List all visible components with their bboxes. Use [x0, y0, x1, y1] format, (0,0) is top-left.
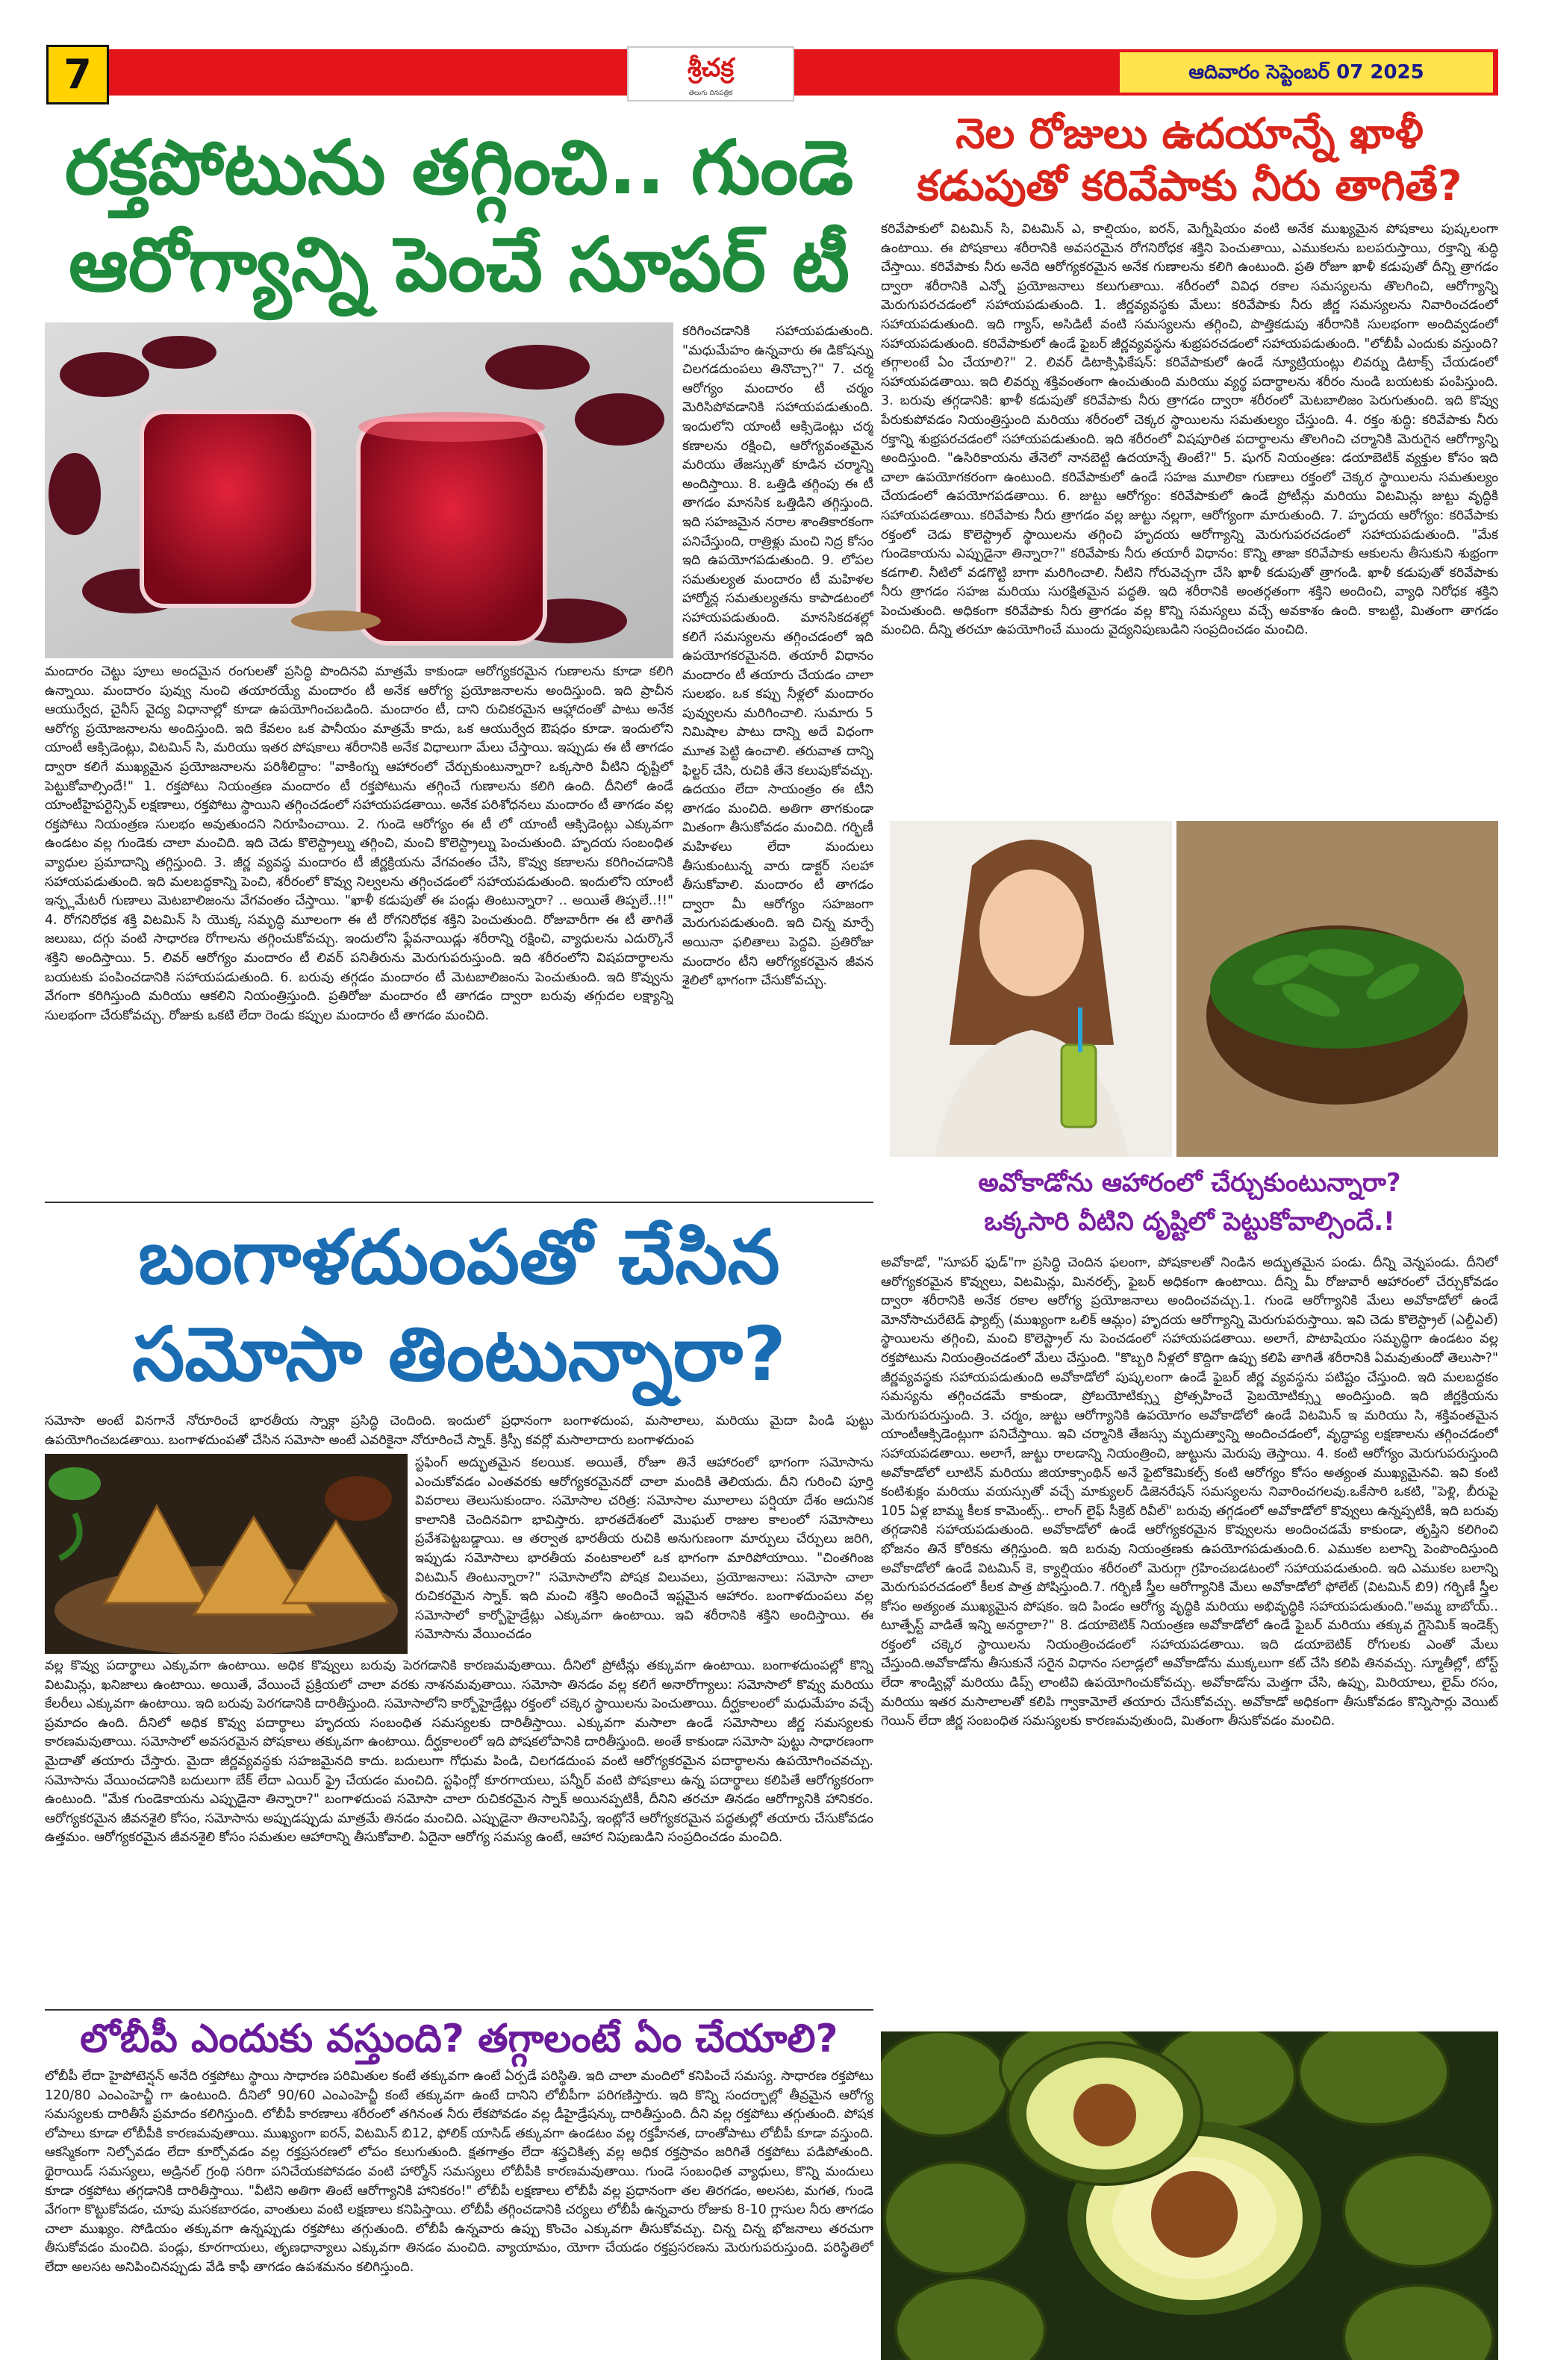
divider — [45, 1202, 873, 1203]
curry-text: కరివేపాకులో విటమిన్ సి, విటమిన్ ఎ, కాల్షియం, ఐరన్, మెగ్నీషియం వంటి అనేక ముఖ్యమైన పోషకాలు పుష్కలంగా ఉంటాయి. ఈ పోషకాలు శరీరానికి అవసరమైన రోగనిరోధక శక్తిని పెంచుతాయి, ఎముకలను బలపరుస్తాయి, రక్తాన్ని శుద్ధి చేస్తాయి. కరివేపాకు నీరు అనేది ఆరోగ్యకరమైన అనేక గుణాలను కలిగి ఉంటుంది. ప్రతి రోజూ ఖాళీ కడుపుతో దీన్ని త్రాగడం ద్వారా శరీరానికి ఎన్నో ప్రయోజనాలు కలుగుతాయి. శరీరంలో వివిధ రకాల సమస్యలను తొలగించి, ఆరోగ్యాన్ని మెరుగుపరచడంలో సహాయపడుతుంది. 1. జీర్ణవ్యవస్థకు మేలు: కరివేపాకు నీరు జీర్ణ సమస్యలను నివారించడంలో సహాయపడుతుంది. ఇది గ్యాస్, అసిడిటీ వంటి సమస్యలను తగ్గించి, పొత్తికడుపు శరీరానికి సులభంగా అందివ్వడంలో సహాయపడుతుంది. కరివేపాకులో ఉండే ఫైబర్ జీర్ణవ్యవస్థను శుభ్రపరచడంలో సహాయపడుతుంది. "లోబీపీ ఎందుకు వస్తుంది? తగ్గాలంటే ఏం చేయాలి?" 2. లివర్ డిటాక్సిఫికేషన్: కరివేపాకులో ఉండే న్యూట్రియంట్లు లివర్ను డిటాక్స్ చేయడంలో సహాయపడతాయి. ఇది లివర్ను శక్తివంతంగా ఉంచుతుంది మరియు వ్యర్థ పదార్థాలను శరీరం నుండి బయటకు పంపిస్తుంది. 3. బరువు తగ్గడానికి: ఖాళీ కడుపుతో కరివేపాకు నీరు త్రాగడం ద్వారా శరీరంలో మెటబాలిజం పెరుగుతుంది. ఇది కొవ్వు పేరుకుపోవడం నియంత్రిస్తుంది మరియు శరీరంలో చెక్కర స్థాయిలను సమతుల్యం చేస్తుంది. 4. రక్తం శుద్ధి: కరివేపాకు నీరు రక్తాన్ని శుభ్రపరచడంలో సహాయపడుతుంది. ఇది శరీరంలో విషపూరిత పదార్థాలను తొలగించి చర్మానికి మెరుగైన ఆరోగ్యాన్ని అందిస్తుంది. "ఉసిరికాయను తేనెలో నానబెట్టి ఉదయాన్నే తింటే?" 5. షుగర్ నియంత్రణ: డయాబెటిక్ వ్యక్తుల కోసం ఇది చాలా ఉపయోగకరంగా ఉంటుంది. కరివేపాకులో ఉండే సహజ మూలికా గుణాలు రక్తంలో చెక్కర స్థాయిలను సమతుల్యం చేయడంలో ఉపయోగపడతాయి. 6. జుట్టు ఆరోగ్యం: కరివేపాకులో ఉండే ప్రోటీన్లు మరియు విటమిన్లు జుట్టు వృద్ధికి సహాయపడతాయి. కరివేపాకు నీరు త్రాగడం వల్ల జుట్టు నల్లగా, ఆరోగ్యంగా మారుతుంది. 7. హృదయ ఆరోగ్యం: కరివేపాకు రక్తంలో చెడు కొలెస్ట్రాల్ స్థాయిలను తగ్గించి హృదయ ఆరోగ్యాన్ని మెరుగుపరచడంలో సహాయపడుతుంది. "మేక గుండెకాయను ఎప్పుడైనా తిన్నారా?" కరివేపాకు నీరు తయారీ విధానం: కొన్ని తాజా కరివేపాకు ఆకులను తీసుకుని శుభ్రంగా కడగాలి. నీటిలో వడగొట్టి బాగా మరిగించాలి. నీటిని గోరువెచ్చగా చేసి ఖాళీ కడుపుతో త్రాగండి. ఖాళీ కడుపుతో కరివేపాకు నీరు త్రాగడం సహజ మరియు సురక్షితమైన పద్ధతి. ఇది శరీరానికి అంతర్గతంగా శక్తిని అందించి, వ్యాధి నిరోధక శక్తిని పెంచుతుంది. అధికంగా కరివేపాకు నీరు త్రాగడం వల్ల కొన్ని సమస్యలు వచ్చే అవకాశం ఉంది. కాబట్టి, మితంగా తాగడం మంచిది. దీన్ని తరచూ ఉపయోగించే ముందు వైద్యనిపుణుడిని సంప్రదించడం మంచిది. — [881, 222, 1498, 638]
avocado-headline-line2: ఒక్కసారి వీటిని దృష్టిలో పెట్టుకోవాల్సిందే.! — [984, 1207, 1395, 1237]
tea-headline-line2: ఆరోగ్యాన్ని పెంచే సూపర్ టీ — [68, 221, 850, 308]
samosa-side-text: స్టఫింగ్ అద్భుతమైన కలయిక. అయితే, రోజూ తినే ఆహారంలో భాగంగా సమోసాను ఎంచుకోవడం ఎంతవరకు ఆరోగ్యకరమైనదో చాలా మందికి తెలియదు. దీని గురించి పూర్తి వివరాలు తెలుసుకుందాం. సమోసాల చరిత్ర: సమోసాల మూలాలు పర్షియా దేశం ఆదునిక కాలానికి చెందినవిగా భావిస్తారు. భారతదేశంలో మొఘల్ రాజుల కాలంలో సమోసాలు ప్రవేశపెట్టబడ్డాయి. ఆ తర్వాత భారతీయ రుచికి అనుగుణంగా మార్పులు చేర్పులు జరిగి, ఇప్పుడు సమోసాలు భారతీయ వంటకాలలో ఒక భాగంగా మారిపోయాయి. "చింతగింజ విటమిన్ తింటున్నారా?" సమోసాలోని పోషక విలువలు, ప్రయోజనాలు: సమోసా చాలా రుచికరమైన స్నాక్. ఇది మంచి శక్తిని అందించే ఇష్టమైన ఆహారం. బంగాళదుంపలు వల్ల సమోసాలో కార్బోహైడ్రేట్లు ఎక్కువగా ఉంటాయి. ఇవి శరీరానికి శక్తిని అందిస్తాయి. ఈ సమోసాను వేయించడం — [415, 1455, 873, 1643]
samosa-plate-photo — [45, 1454, 408, 1654]
curry-headline-line2: కడుపుతో కరివేపాకు నీరు తాగితే? — [917, 162, 1462, 210]
lowbp-headline: లోబీపీ ఎందుకు వస్తుంది? తగ్గాలంటే ఏం చేయాలి? — [80, 2017, 838, 2061]
issue-date: ఆదివారం సెప్టెంబర్ 07 2025 — [1120, 52, 1493, 93]
samosa-headline-line1: బంగాళదుంపతో చేసిన — [138, 1214, 780, 1301]
tea-side-column: కరిగించడానికి సహాయపడుతుంది. "మధుమేహం ఉన్నవారు ఈ డికోషన్ను చిలగడదుంపలు తినొచ్చా?" 7. చర్మ ఆరోగ్యం మందారం టీ చర్మం మెరిసిపోవడానికి సహాయపడుతుంది. ఇందులోని యాంటీ ఆక్సిడెంట్లు చర్మ కణాలను రక్షించి, ఆరోగ్యవంతమైన మరియు తేజస్సుతో కూడిన చర్మాన్ని అందిస్తాయి. 8. ఒత్తిడి తగ్గింపు ఈ టీ తాగడం మానసిక ఒత్తిడిని తగ్గిస్తుంది. ఇది సహజమైన నరాల శాంతికారకంగా పనిచేస్తుంది, రాత్రిళ్లు మంచి నిద్ర కోసం ఇది ఉపయోగపడుతుంది. 9. లోపల సమతుల్యత మందారం టీ మహిళల హార్మోన్ల సమతుల్యతను కాపాడటంలో సహాయపడుతుంది. మానసికదశల్లో కలిగే సమస్యలను తగ్గించడంలో ఇది ఉపయోగకరమైనది. తయారీ విధానం మందారం టీ తయారు చేయడం చాలా సులభం. ఒక కప్పు నీళ్లలో మందారం పువ్వులను మరిగించాలి. సుమారు 5 నిమిషాల పాటు దాన్ని అదే విధంగా మూత పెట్టి ఉంచాలి. తరువాత దాన్ని ఫిల్టర్ చేసి, రుచికి తేనె కలుపుకోవచ్చు. ఉదయం లేదా సాయంత్రం ఈ టీని తాగడం మంచిది. అతిగా తాగకుండా మితంగా తీసుకోవడం మంచిది. గర్భిణీ మహిళలు లేదా మందులు తీసుకుంటున్న వారు డాక్టర్ సలహా తీసుకోవాలి. మందారం టీ తాగడం ద్వారా మీ ఆరోగ్యం సహజంగా మెరుగుపడుతుంది. ఇది చిన్న మార్పే అయినా ఫలితాలు పెద్దవి. ప్రతిరోజు మందారం టీని ఆరోగ్యకరమైన జీవన శైలిలో భాగంగా చేసుకోవచ్చు. — [682, 324, 873, 989]
logo-text: శ్రీచక్ర — [687, 53, 735, 83]
avocado-photo — [881, 2031, 1498, 2360]
samosa-headline-line2: సమోసా తింటున్నారా? — [132, 1311, 786, 1398]
avocado-headline-line1: అవోకాడోను ఆహారంలో చేర్చుకుంటున్నారా? — [978, 1168, 1401, 1198]
woman-drinking-juice-photo — [890, 821, 1172, 1157]
hibiscus-tea-photo — [45, 322, 673, 658]
divider — [45, 2009, 873, 2011]
samosa-lead: సమోసా అంటే వినగానే నోరూరించే భారతీయ స్నాక్గా ప్రసిద్ధి చెందింది. ఇందులో ప్రధానంగా బంగాళదుంప, మసాలాలు, మరియు మైదా పిండి పుట్టు ఉపయోగించబడతాయి. బంగాళదుంపతో చేసిన సమోసా అంటే ఎవరికైనా నోరూరించే స్నాక్. క్రిస్పీ కవర్లో మసాలాదారు బంగాళదుంప — [45, 1414, 873, 1448]
lowbp-text: లోబీపీ లేదా హైపోటెన్షన్ అనేది రక్తపోటు స్థాయి సాధారణ పరిమితుల కంటే తక్కువగా ఉంటే ఏర్పడే పరిస్థితి. ఇది చాలా మందిలో కనిపించే సమస్య. సాధారణ రక్తపోటు 120/80 ఎంఎంహెచ్జీ గా ఉంటుంది. దీనిలో 90/60 ఎంఎంహెచ్జీ కంటే తక్కువగా ఉంటే దానిని లోబీపీగా పరిగణిస్తారు. ఇది కొన్ని సందర్భాల్లో తీవ్రమైన ఆరోగ్య సమస్యలకు దారితీసే ప్రమాదం కలిగిస్తుంది. లోబీపీ కారణాలు శరీరంలో తగినంత నీరు లేకపోవడం వల్ల డీహైడ్రేషన్కు దారితీస్తుంది. దీని వల్ల రక్తపోటు తగ్గుతుంది. పోషక లోపాలు కూడా లోబీపీకి కారణమవుతాయి. ముఖ్యంగా ఐరన్, విటమిన్ బి12, ఫోలిక్ యాసిడ్ తక్కువగా ఉండటం వల్ల రక్తహీనత, దాంతోపాటు లోబీపీ కూడా వస్తుంది. ఆకస్మికంగా నిల్చోవడం లేదా కూర్చోవడం వల్ల రక్తప్రసరణలో లోపం కలుగుతుంది. క్షతగాత్రం లేదా శస్త్రచికిత్స వల్ల అధిక రక్తస్రావం జరిగితే రక్తపోటు పడిపోతుంది. థైరాయిడ్ సమస్యలు, అడ్రినల్ గ్రంథి సరిగా పనిచేయకపోవడం వంటి హార్మోన్ సమస్యలు లోబీపీకి కారణమవుతాయి. గుండె సంబంధిత వ్యాధులు, కొన్ని మందులు కూడా రక్తపోటు తగ్గడానికి దారితీస్తాయి. "వీటిని అతిగా తింటే ఆరోగ్యానికి హానికరం!" లోబీపీ లక్షణాలు లోబీపీ వల్ల ప్రధానంగా తల తిరగడం, అలసట, మగత, గుండె వేగంగా కొట్టుకోవడం, చూపు మసకబారడం, వాంతులు వంటి లక్షణాలు కనిపిస్తాయి. లోబీపీ తగ్గించడానికి చర్యలు లోబీపీ ఉన్నవారు రోజుకు 8-10 గ్లాసుల నీరు తాగడం చాలా ముఖ్యం. సోడియం తక్కువగా ఉన్నప్పుడు రక్తపోటు తగ్గుతుంది. లోబీపీ ఉన్నవారు ఉప్పు కొంచెం ఎక్కువగా తీసుకోవచ్చు. చిన్న చిన్న భోజనాలు తరచుగా తీసుకోవడం మంచిది. పండ్లు, కూరగాయలు, తృణధాన్యాలు ఎక్కువగా తినడం మంచిది. వ్యాయామం, యోగా చేయడం రక్తప్రసరణను మెరుగుపరుస్తుంది. పరిస్థితిలో లేదా అలసట అనిపించినప్పుడు వేడి కాఫీ తాగడం ఉపశమనం కలిగిస్తుంది. — [45, 2069, 873, 2275]
avocado-text: అవోకాడో, "సూపర్ ఫుడ్"గా ప్రసిద్ధి చెందిన ఫలంగా, పోషకాలతో నిండిన అద్భుతమైన పండు. దీన్ని వెన్నపండు. దీనిలో ఆరోగ్యకరమైన కొవ్వులు, విటమిన్లు, మినరల్స్, ఫైబర్ అధికంగా ఉంటాయి. దీన్ని మీ రోజువారీ ఆహారంలో చేర్చుకోవడం ద్వారా శరీరానికి అనేక రకాల ఆరోగ్య ప్రయోజనాలు అందించవచ్చు.1. గుండె ఆరోగ్యానికి మేలు అవోకాడోలో ఉండే మోనోసాచురేటెడ్ ఫ్యాట్స్ (ముఖ్యంగా ఒలిక్ ఆమ్లం) హృదయ ఆరోగ్యాన్ని మెరుగుపరుస్తాయి. ఇవి చెడు కొలెస్ట్రాల్ (ఎల్డీఎల్) స్థాయిలను తగ్గించి, మంచి కొలెస్ట్రాల్ ను పెంచడంలో సహాయపడతాయి. అలాగే, పొటాషియం సమృద్ధిగా ఉండటం వల్ల రక్తపోటును నియంత్రించడంలో మేలు చేస్తుంది. "కొబ్బరి నీళ్లలో కొద్దిగా ఉప్పు కలిపి తాగితే శరీరానికి ఏమవుతుందో తెలుసా?" జీర్ణవ్యవస్థకు సహాయపడుతుంది అవోకాడోలో పుష్కలంగా ఉండే ఫైబర్ జీర్ణ వ్యవస్థను పటిష్టం చేస్తుంది. ఇది మలబద్ధకం సమస్యను తగ్గించడమే కాకుండా, ప్రోబయోటిక్స్ను ప్రోత్సహించే ప్రెబయోటిక్స్ను అందిస్తుంది. ఇది జీర్ణక్రియను మెరుగుపరుస్తుంది. 3. చర్మం, జుట్టు ఆరోగ్యానికి ఉపయోగం అవోకాడోలో ఉండే విటమిన్ ఇ మరియు సి, శక్తివంతమైన యాంటీఆక్సిడెంట్లుగా పనిచేస్తాయి. ఇవి చర్మానికి తేజస్సు మృదుత్వాన్ని అందించడంలో, వృద్ధాప్య లక్షణాలను తగ్గించడంలో సహాయపడతాయి. అలాగే, జుట్టు రాలడాన్ని నియంత్రించి, జుట్టును మెరుపు తెస్తాయి. 4. కంటి ఆరోగ్యం మెరుగుపరుస్తుంది అవోకాడోలో లూటిన్ మరియు జియాక్సాంథిన్ అనే ఫైటోకెమికల్స్ కంటి ఆరోగ్యం కోసం అత్యంత ముఖ్యమైనవి. ఇవి కంటి కంటిశుక్లం మరియు వయస్సుతో వచ్చే మాక్యులర్ డిజెనరేషన్ సమస్యలను నివారించగలవు.ఒకేసారి ఒకటి, "పెళ్లి, బీరుపై 105 ఏళ్ల బామ్మ కీలక కామెంట్స్.. లాంగ్ లైఫ్ సీక్రెట్ రివీల్" బరువు తగ్గడంలో అవోకాడోలో కొవ్వులు ఉన్నప్పటికీ, ఇది బరువు తగ్గడానికి సహాయపడుతుంది. అవోకాడోలో ఉండే ఆరోగ్యకరమైన కొవ్వులను అందించడమే కాకుండా, తృప్తిని కలిగించి భోజనం తినే కోరికను తగ్గిస్తుంది. ఇది బరువు నియంత్రణకు ఉపయోగపడుతుంది.6. ఎముకల బలాన్ని పెంపొందిస్తుంది అవోకాడోలో ఉండే విటమిన్ కె, క్యాల్షియం శరీరంలో మెరుగ్గా గ్రహించబడటంలో సహాయపడుతుంది. ఇది ఎముకల బలాన్ని మెరుగుపరచడంలో కీలక పాత్ర పోషిస్తుంది.7. గర్భిణీ స్త్రీల ఆరోగ్యానికి మేలు అవోకాడోలో ఫోలేట్ (విటమిన్ బి9) గర్భిణీ స్త్రీల కోసం అత్యంత ముఖ్యమైన పోషకం. ఇది పిండం ఆరోగ్య వృద్ధికి మరియు అభివృద్ధికి సహాయపడుతుంది."అమ్మ బాబోయ్.. టూత్పేస్ట్ వాడితే ఇన్ని అనర్థాలా?" 8. డయాబెటిక్ నియంత్రణ అవోకాడోలో ఉండే ఫైబర్ మరియు తక్కువ గ్లైసెమిక్ ఇండెక్స్ రక్తంలో చక్కెర స్థాయిలను నియంత్రించడంలో సహాయపడతాయి. ఇది డయాబెటిక్ రోగులకు ఎంతో మేలు చేస్తుంది.అవోకాడోను తీసుకునే సరైన విధానం సలాడ్లలో అవోకాడోను ముక్కలుగా కట్ చేసి కలిపి తినవచ్చు. స్మూతీల్లో, టోస్ట్ లేదా శాండ్విచ్లో మరియు డిప్స్ లాంటివి ఉపయోగించుకోవచ్చు. అవోకాడోను మెత్తగా చేసి, ఉప్పు, మిరియాలు, లైమ్ రసం, మరియు ఇతర మసాలాలతో కలిపి గ్వాకామోలే తయారు చేసుకోవచ్చు. అవోకాడో అధికంగా తీసుకోవడం కొన్నిసార్లు వెయిట్ గెయిన్ లేదా జీర్ణ సంబంధిత సమస్యలకు కారణమవుతుంది, మితంగా తీసుకోవడం మంచిది. — [881, 1255, 1498, 1729]
logo-tagline: తెలుగు దినపత్రిక — [688, 90, 733, 97]
tea-main-text: మందారం చెట్టు పూలు అందమైన రంగులతో ప్రసిద్ధి పొందినవి మాత్రమే కాకుండా ఆరోగ్యకరమైన గుణాలను కూడా కలిగి ఉన్నాయి. మందారం పువ్వు నుంచి తయారయ్యే మందారం టీ అనేక ఆరోగ్య ప్రయోజనాలను అందిస్తుంది. ఇది ప్రాచీన ఆయుర్వేద, చైనీస్ వైద్య విధానాల్లో కూడా ఉపయోగించబడింది. మందారం టీ, దాని రుచికరమైన ఆహ్లాదంతో పాటు అనేక ఆరోగ్య ప్రయోజనాలను అందిస్తుంది. ఇది కేవలం ఒక పానీయం మాత్రమే కాదు, ఒక ఆయుర్వేద ఔషధం కూడా. ఇందులోని యాంటీ ఆక్సిడెంట్లు, విటమిన్ సి, మరియు ఇతర పోషకాలు శరీరానికి అనేక విధాలుగా మేలు చేస్తాయి. ఇప్పుడు ఈ టీ తాగడం ద్వారా కలిగే ముఖ్యమైన ప్రయోజనాలను పరిశీలిద్దాం: "వాకింగ్ను ఆహారంలో చేర్చుకుంటున్నారా? ఒక్కసారి వీటిని దృష్టిలో పెట్టుకోవాల్సిందే!" 1. రక్తపోటు నియంత్రణ మందారం టీ రక్తపోటును తగ్గించే గుణాలను కలిగి ఉంది. దీనిలో ఉండే యాంటీహైపర్టెన్సివ్ లక్షణాలు, రక్తపోటు స్థాయిని తగ్గించడంలో సహాయపడతాయి. అనేక పరిశోధనలు మందారం టీ తాగడం వల్ల రక్తపోటు నియంత్రణ సులభం అవుతుందని నిరూపించాయి. 2. గుండె ఆరోగ్యం ఈ టీ లో యాంటీ ఆక్సిడెంట్లు ఎక్కువగా ఉండటం వల్ల గుండెకు చాలా మంచిది. ఇది చెడు కొలెస్ట్రాల్ను తగ్గించి, మంచి కొలెస్ట్రాల్ను పెంచుతుంది. హృదయ సంబంధిత వ్యాధుల ప్రమాదాన్ని తగ్గిస్తుంది. 3. జీర్ణ వ్యవస్థ మందారం టీ జీర్ణక్రియను వేగవంతం చేసి, కొవ్వు కణాలను కరిగించడానికి సహాయపడుతుంది. ఇది మలబద్ధకాన్ని పెంచి, శరీరంలో కొవ్వు నిల్వలను తగ్గించడంలో సహాయపడుతుంది. ఇందులోని యాంటీ ఇన్ఫ్లమేటరీ గుణాలు మెటబాలిజంను వేగవంతం చేస్తాయి. "ఖాళీ కడుపుతో ఈ పండ్లు తింటున్నారా? .. అయితే తిప్పలే..!!" 4. రోగనిరోధక శక్తి విటమిన్ సి యొక్క సమృద్ధి మూలంగా ఈ టీ రోగనిరోధక శక్తిని పెంచుతుంది. రోజువారీగా ఈ టీ తాగితే జలుబు, దగ్గు వంటి సాధారణ రోగాలను తగ్గించుకోవచ్చు. ఇందులోని ఫ్లేవనాయిడ్లు శరీరాన్ని రక్షించి, వ్యాధులను ఎదుర్కొనే శక్తిని అందిస్తాయి. 5. లివర్ ఆరోగ్యం మందారం టీ లివర్ పనితీరును మెరుగుపరుస్తుంది. ఇది శరీరంలోని విషపదార్థాలను బయటకు పంపించడానికి సహాయపడుతుంది. 6. బరువు తగ్గడం మందారం టీ మెటబాలిజంను పెంచుతుంది. ఇది కొవ్వును వేగంగా కరిగిస్తుంది మరియు ఆకలిని నియంత్రిస్తుంది. ప్రతిరోజు మందారం టీ తాగడం ద్వారా బరువు తగ్గుదల లక్ష్యాన్ని సులభంగా చేరుకోవచ్చు. రోజుకు ఒకటి లేదా రెండు కప్పుల మందారం టీ తాగడం మంచిది. — [45, 664, 673, 1023]
newspaper-logo[interactable] — [627, 46, 794, 101]
samosa-main-text: వల్ల కొవ్వు పదార్థాలు ఎక్కువగా ఉంటాయి. అధిక కొవ్వులు బరువు పెరగడానికి కారణమవుతాయి. దీనిలో ప్రోటీన్లు తక్కువగా ఉంటాయి. బంగాళదుంపల్లో కొన్ని విటమిన్లు, ఖనిజాలు ఉంటాయి. అయితే, వేయించే ప్రక్రియలో చాలా వరకు నాశనమవుతాయి. సమోసా తినడం వల్ల కలిగే అనారోగ్యాలు: సమోసాలో కొవ్వు మరియు కేలరీలు ఎక్కువగా ఉంటాయి. ఇది బరువు పెరగడానికి దారితీస్తుంది. సమోసాలోని కార్బోహైడ్రేట్లు రక్తంలో చక్కెర స్థాయిలను పెంచుతాయి. దీర్ఘకాలంలో మధుమేహం వచ్చే ప్రమాదం ఉంది. దీనిలో అధిక కొవ్వు పదార్థాలు హృదయ సంబంధిత సమస్యలకు దారితీస్తాయి. ఎక్కువగా మసాలా ఉండే సమోసాలు జీర్ణ సమస్యలకు కారణమవుతాయి. సమోసాలో అవసరమైన పోషకాలు తక్కువగా ఉంటాయి. దీర్ఘకాలంలో ఇది పోషకలోపానికి దారితీస్తుంది. అంతే కాకుండా సమోసా పుట్టు సాధారణంగా మైదాతో తయారు చేస్తారు. మైదా జీర్ణవ్యవస్థకు సహజమైనది కాదు. బదులుగా గోధుమ పిండి, చిలగడదుంప వంటి ఆరోగ్యకరమైన పదార్థాలను ఉపయోగించవచ్చు. సమోసాను వేయించడానికి బదులుగా బేక్ లేదా ఎయిర్ ఫ్రై చేయడం మంచిది. స్టఫింగ్లో కూరగాయలు, పన్నీర్ వంటి పోషకాలు ఉన్న పదార్థాలు కలిపితే ఆరోగ్యకరంగా ఉంటుంది. "మేక గుండెకాయను ఎప్పుడైనా తిన్నారా?" బంగాళదుంప సమోసా చాలా రుచికరమైన స్నాక్ అయినప్పటికీ, దీనిని తరచూ తినడం ఆరోగ్యానికి హానికరం. ఆరోగ్యకరమైన జీవనశైలి కోసం, సమోసాను అప్పుడప్పుడు మాత్రమే తినడం మంచిది. ఎప్పుడైనా తినాలనిపిస్తే, ఇంట్లోనే ఆరోగ్యకరమైన పద్ధతుల్లో తయారు చేసుకోవడం ఉత్తమం. ఆరోగ్యకరమైన జీవనశైలి కోసం సమతుల ఆహారాన్ని తీసుకోవాలి. ఏదైనా ఆరోగ్య సమస్య ఉంటే, ఆహార నిపుణుడిని సంప్రదించడం మంచిది. — [45, 1658, 873, 1846]
curry-leaves-bowl-photo — [1176, 821, 1498, 1157]
tea-headline-line1: రక్తపోటును తగ్గించి.. గుండె — [64, 124, 854, 211]
curry-headline-line1: నెల రోజులు ఉదయాన్నే ఖాళీ — [956, 110, 1424, 158]
page-number: 7 — [46, 45, 109, 104]
